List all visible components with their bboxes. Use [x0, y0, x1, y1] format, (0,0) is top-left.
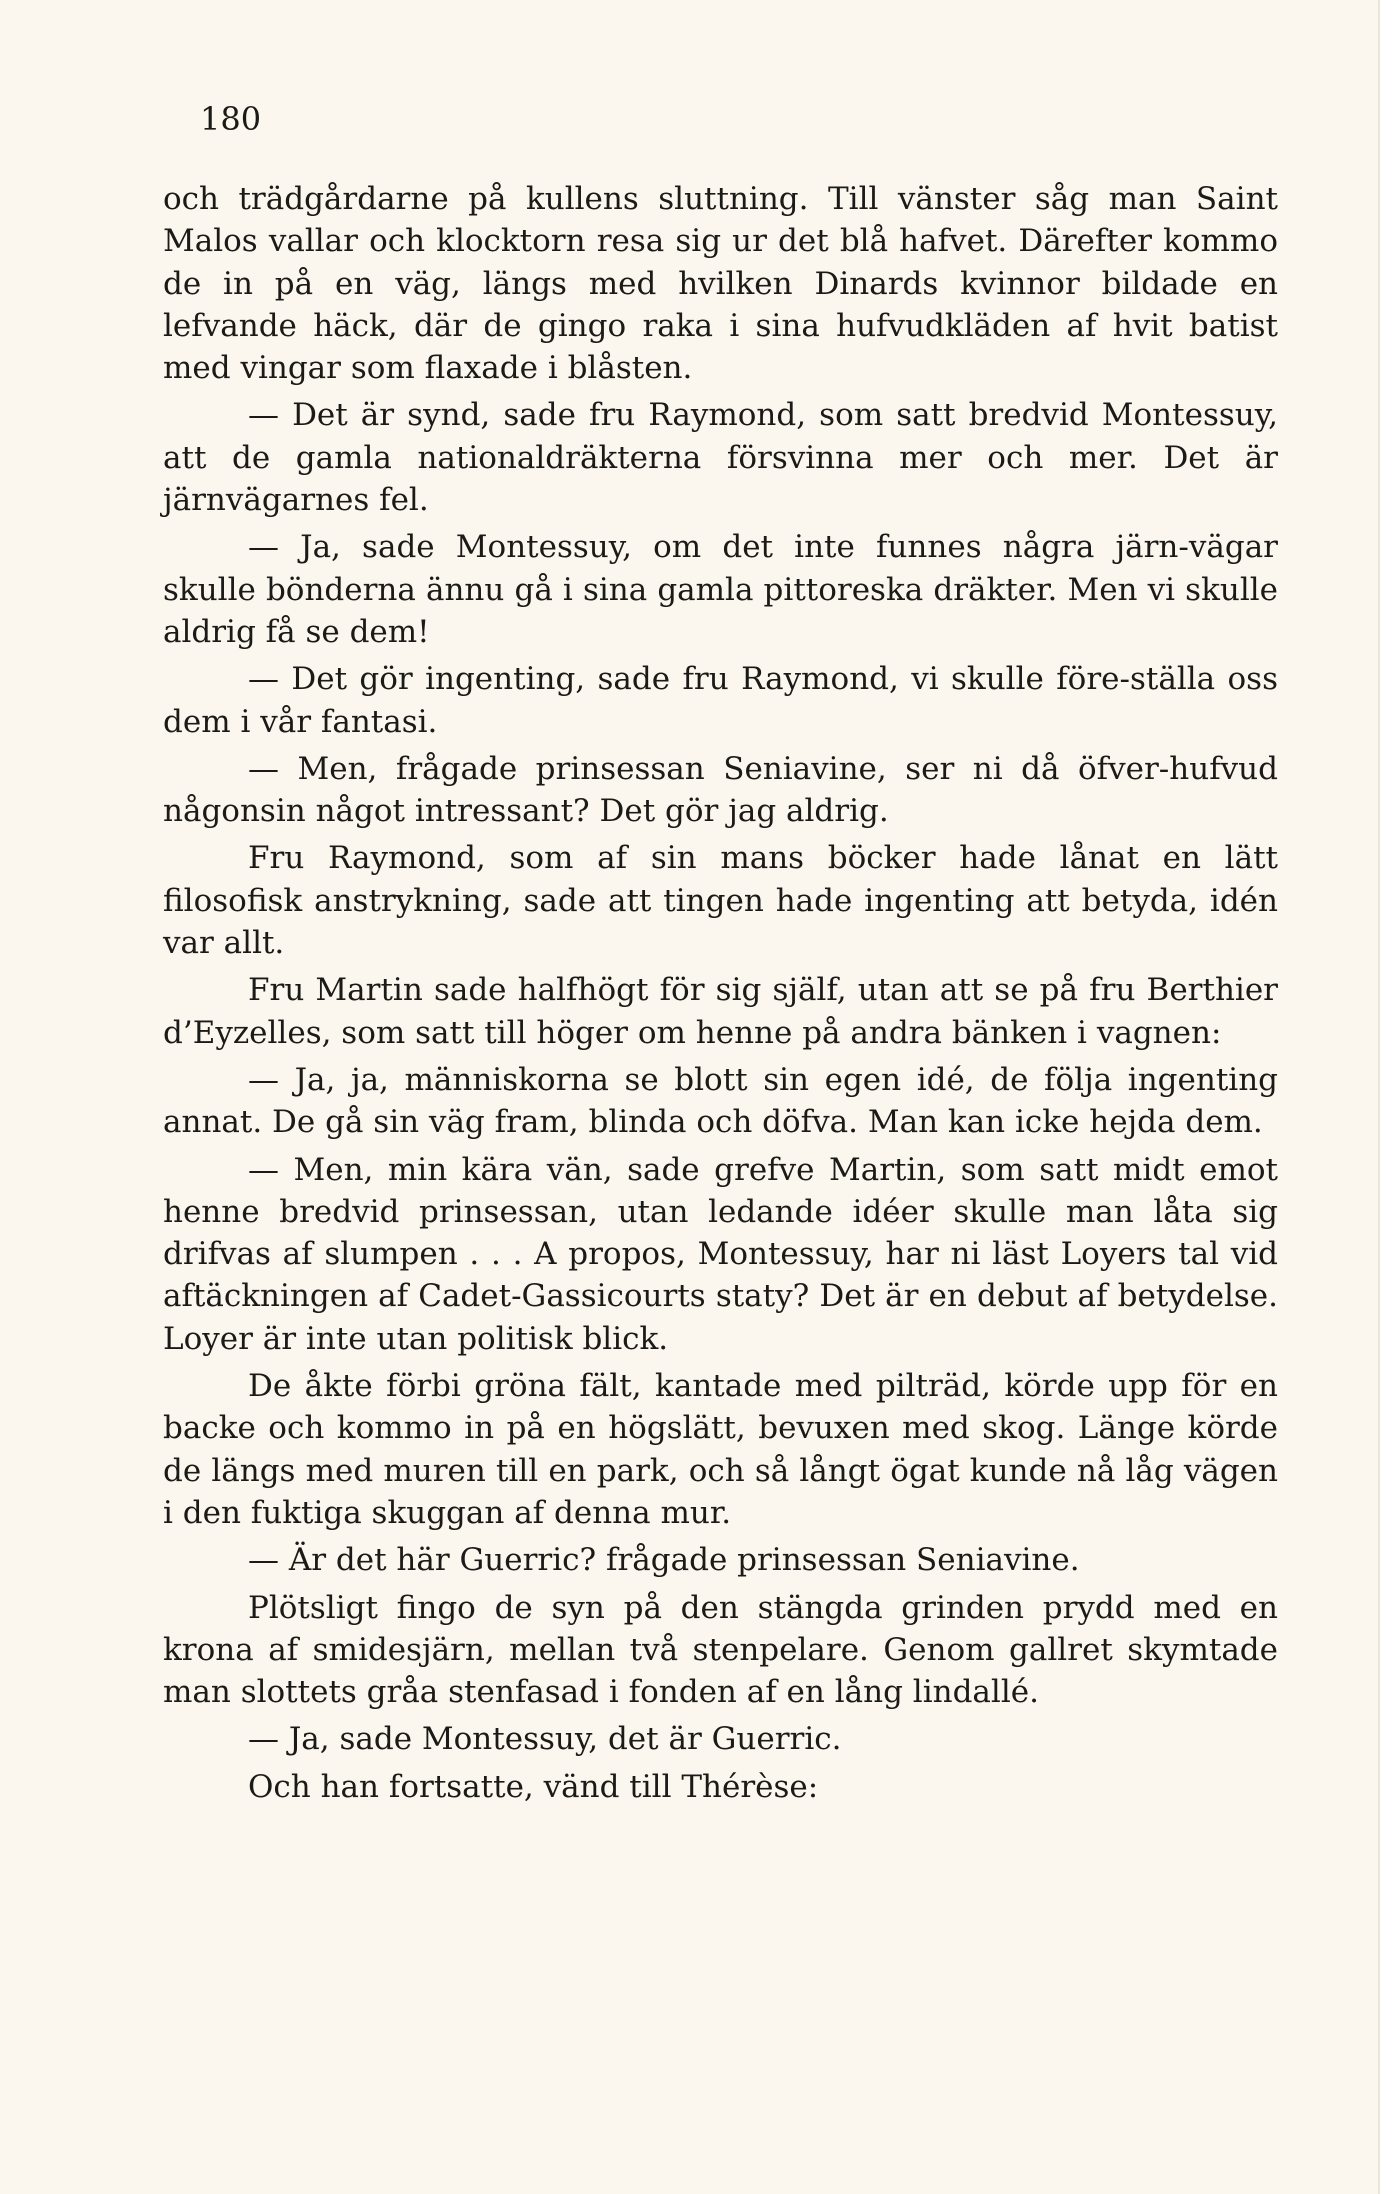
paragraph: Plötsligt fingo de syn på den stängda grinden prydd med en krona af smidesjärn, mellan två stenpelare. Genom gallret skymtade man slottets gråa stenfasad i fonden af en lång lindallé.	[163, 1589, 1278, 1711]
paragraph: och trädgårdarne på kullens sluttning. Till vänster såg man Saint Malos vallar och klocktorn resa sig ur det blå hafvet. Därefter kommo de in på en väg, längs med hvilken Dinards kvinnor bildade en lefvande häck, där de gingo raka i sina hufvudkläden af hvit batist med vingar som flaxade i blåsten.	[163, 181, 1278, 387]
page-number: 180	[200, 100, 262, 138]
paragraph: — Ja, sade Montessuy, det är Guerric.	[248, 1721, 842, 1758]
paragraph: — Men, frågade prinsessan Seniavine, ser ni då öfver-hufvud någonsin något intressant? Det gör jag aldrig.	[163, 750, 1278, 830]
paragraph: — Ja, sade Montessuy, om det inte funnes några järn-vägar skulle bönderna ännu gå i sina gamla pittoreska dräkter. Men vi skulle aldrig få se dem!	[163, 529, 1278, 650]
page-body-text	[163, 178, 1278, 1813]
paragraph: — Det gör ingenting, sade fru Raymond, vi skulle före-ställa oss dem i vår fantasi.	[163, 661, 1278, 740]
paragraph: Fru Raymond, som af sin mans böcker hade lånat en lätt filosofisk anstrykning, sade att tingen hade ingenting att betyda, idén var allt.	[163, 840, 1278, 962]
paragraph: — Men, min kära vän, sade grefve Martin, som satt midt emot henne bredvid prinsessan, utan ledande idéer skulle man låta sig drifvas af slumpen . . . A propos, Montessuy, har ni läst Loyers tal vid aftäckningen af Cadet-Gassicourts staty? Det är en debut af betydelse. Loyer är inte utan politisk blick.	[163, 1151, 1278, 1357]
paragraph: Fru Martin sade halfhögt för sig själf, utan att se på fru Berthier d’Eyzelles, som satt till höger om henne på andra bänken i vagnen:	[163, 972, 1278, 1051]
paragraph: — Det är synd, sade fru Raymond, som satt bredvid Montessuy, att de gamla nationaldräkterna försvinna mer och mer. Det är järnvägarnes fel.	[163, 397, 1278, 519]
paragraph: De åkte förbi gröna fält, kantade med pilträd, körde upp för en backe och kommo in på en högslätt, bevuxen med skog. Länge körde de längs med muren till en park, och så långt ögat kunde nå låg vägen i den fuktiga skuggan af denna mur.	[163, 1368, 1278, 1531]
paragraph: — Ja, ja, människorna se blott sin egen idé, de följa ingenting annat. De gå sin väg fram, blinda och döfva. Man kan icke hejda dem.	[163, 1061, 1278, 1141]
paragraph: Och han fortsatte, vänd till Thérèse:	[248, 1768, 819, 1805]
paragraph: — Är det här Guerric? frågade prinsessan Seniavine.	[248, 1542, 1080, 1579]
